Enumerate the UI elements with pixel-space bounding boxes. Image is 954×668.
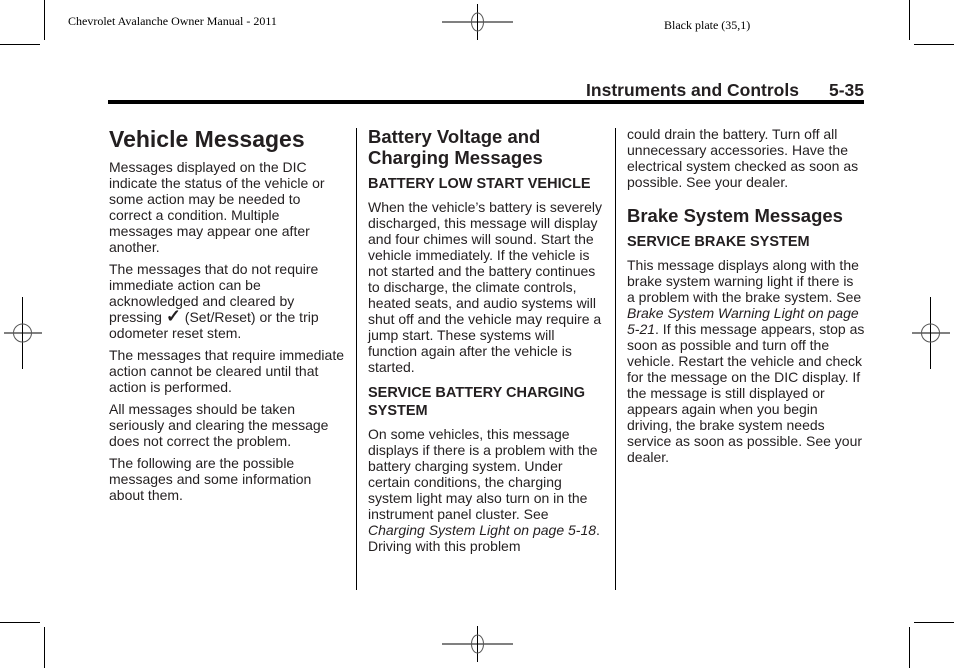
column-divider-1 <box>356 128 357 590</box>
cross-reference-link[interactable]: Charging System Light on page 5-18 <box>368 522 597 538</box>
paragraph: When the vehicle’s battery is severely discharged, this message will display and four chimes will sound. Start the vehicle immediately. If the vehicle is not started and the battery continues to discharge, the climate controls, heated seats, and audio systems will shut off and the vehicle may require a jump start. These systems will function again after the vehicle is started. <box>368 199 602 375</box>
section-title-brake: Brake System Messages <box>627 205 843 226</box>
crop-mark-top-left-h <box>0 44 40 45</box>
message-heading-battery-low: BATTERY LOW START VEHICLE <box>368 176 591 192</box>
paragraph: On some vehicles, this message displays if there is a problem with the battery charging system. Under certain conditions, the charging system light may also turn on in the instrument panel cluster. See Charging System Light on page 5-18. Driving with this problem <box>368 426 600 554</box>
set-reset-check-icon: ✓ <box>165 306 181 326</box>
registration-mark-left-icon <box>4 297 44 371</box>
registration-mark-top-icon <box>442 4 514 44</box>
running-header <box>586 80 864 101</box>
message-heading-service-battery: SERVICE BATTERY CHARGING SYSTEM <box>368 385 585 419</box>
crop-mark-top-left-v <box>44 0 45 40</box>
column-divider-2 <box>615 128 616 590</box>
paragraph: The following are the possible messages and some information about them. <box>109 455 312 503</box>
cross-reference-link[interactable]: Brake System Warning Light on page 5-21 <box>627 305 859 337</box>
paragraph: Messages displayed on the DIC indicate the status of the vehicle or some action may be needed to correct a condition. Multiple messages may appear one after another. <box>109 159 325 255</box>
paragraph: This message displays along with the brake system warning light if there is a problem with the brake system. See Brake System Warning Light on page 5-21. If this message appears, stop as soon as possible and turn off the vehicle. Restart the vehicle and check for the message on the DIC display. If the message is still displayed or appears again when you begin driving, the brake system needs service as soon as possible. See your dealer. <box>627 257 865 465</box>
page-title: Vehicle Messages <box>109 126 305 152</box>
crop-mark-bottom-left-v <box>44 627 45 668</box>
column-3 <box>627 126 865 471</box>
paragraph: The messages that do not require immediate action can be acknowledged and cleared by pressing ✓ (Set/Reset) or the trip odometer reset stem. <box>109 261 319 341</box>
manual-title: Chevrolet Avalanche Owner Manual - 2011 <box>68 14 277 28</box>
paragraph: could drain the battery. Turn off all unnecessary accessories. Have the electrical system checked as soon as possible. See your dealer. <box>627 126 859 190</box>
crop-mark-bottom-right-v <box>909 627 910 668</box>
message-heading-service-brake: SERVICE BRAKE SYSTEM <box>627 234 810 250</box>
crop-mark-top-right-v <box>909 0 910 40</box>
plate-info: Black plate (35,1) <box>664 18 751 32</box>
header-rule <box>108 100 864 104</box>
column-1 <box>109 126 344 509</box>
crop-mark-bottom-left-h <box>0 622 40 623</box>
column-2 <box>368 126 604 560</box>
page-number: 5-35 <box>828 80 864 100</box>
section-name: Instruments and Controls <box>586 80 799 100</box>
registration-mark-bottom-icon <box>442 626 514 666</box>
section-title-battery: Battery Voltage and Charging Messages <box>368 126 543 168</box>
crop-mark-top-right-h <box>914 44 954 45</box>
paragraph: The messages that require immediate action cannot be cleared until that action is performed. <box>109 347 344 395</box>
crop-mark-bottom-right-h <box>914 622 954 623</box>
paragraph: All messages should be taken seriously and clearing the message does not correct the problem. <box>109 401 329 449</box>
registration-mark-right-icon <box>912 297 952 371</box>
